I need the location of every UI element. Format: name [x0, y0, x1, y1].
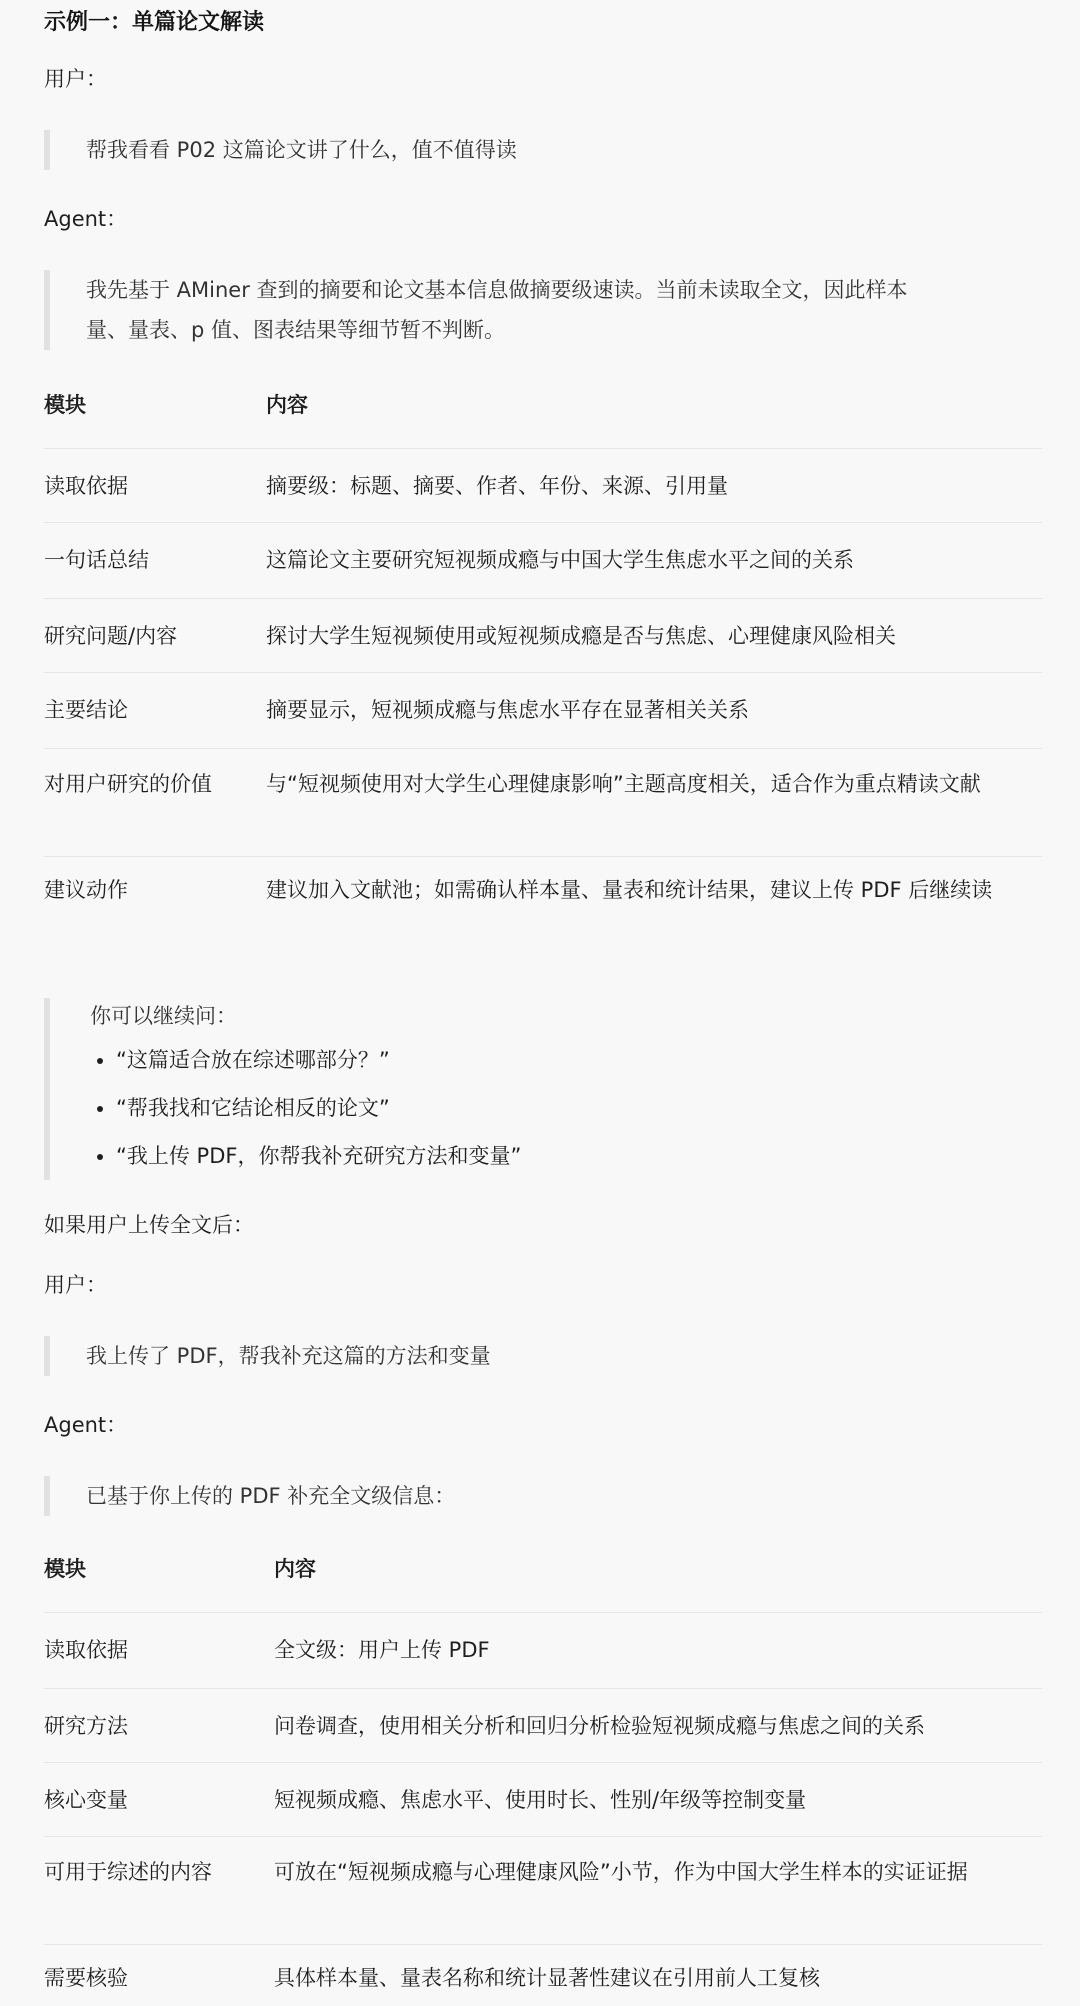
row-content: 与“短视频使用对大学生心理健康影响”主题高度相关，适合作为重点精读文献: [266, 771, 981, 796]
followup-suggestions: [44, 998, 1042, 1180]
table-row: [44, 1612, 1042, 1688]
table-row: [44, 748, 1042, 856]
row-content: 建议加入文献池；如需确认样本量、量表和统计结果，建议上传 PDF 后继续读: [266, 877, 993, 902]
upload-heading: 如果用户上传全文后：: [44, 1213, 254, 1237]
column-header-content: 内容: [274, 1557, 316, 1581]
row-module: 读取依据: [44, 473, 128, 498]
table-row: [44, 1836, 1042, 1944]
row-content: 短视频成瘾、焦虑水平、使用时长、性别/年级等控制变量: [274, 1787, 807, 1812]
table-row: [44, 1762, 1042, 1836]
section-title: 示例一：单篇论文解读: [44, 10, 265, 35]
user-label: 用户：: [44, 67, 107, 91]
table-row: [44, 598, 1042, 672]
row-module: 研究方法: [44, 1713, 128, 1738]
row-module: 主要结论: [44, 697, 128, 722]
user-query-quote: [44, 130, 1042, 170]
user-query-text: 帮我看看 P02 这篇论文讲了什么，值不值得读: [86, 138, 517, 162]
followup-item[interactable]: • “这篇适合放在综述哪部分？”: [116, 1040, 1042, 1080]
row-module: 核心变量: [44, 1787, 128, 1812]
user-label: 用户：: [44, 1273, 107, 1297]
row-module: 对用户研究的价值: [44, 771, 212, 796]
agent-intro-quote: [44, 270, 1042, 350]
row-module: 研究问题/内容: [44, 623, 178, 648]
row-module: 读取依据: [44, 1637, 128, 1662]
followup-item[interactable]: • “我上传 PDF，你帮我补充研究方法和变量”: [116, 1136, 1042, 1176]
row-module: 需要核验: [44, 1965, 128, 1990]
table-row: [44, 856, 1042, 954]
table-row: [44, 1944, 1042, 2004]
column-header-module: 模块: [44, 1557, 86, 1581]
agent-label: Agent：: [44, 207, 128, 231]
user-query-quote: [44, 1336, 1042, 1376]
row-module: 一句话总结: [44, 547, 149, 572]
followup-item[interactable]: • “帮我找和它结论相反的论文”: [116, 1088, 1042, 1128]
agent-label: Agent：: [44, 1413, 128, 1437]
row-content: 全文级：用户上传 PDF: [274, 1637, 490, 1662]
table-row: [44, 1688, 1042, 1762]
row-content: 摘要级：标题、摘要、作者、年份、来源、引用量: [266, 473, 728, 498]
table-row: [44, 522, 1042, 598]
row-content: 可放在“短视频成瘾与心理健康风险”小节，作为中国大学生样本的实证证据: [274, 1859, 968, 1884]
row-content: 这篇论文主要研究短视频成瘾与中国大学生焦虑水平之间的关系: [266, 547, 854, 572]
table-header-row: [44, 1550, 1042, 1612]
followup-list: [90, 1040, 1042, 1176]
fulltext-table: [44, 1550, 1042, 2004]
followup-title: 你可以继续问：: [90, 1004, 237, 1028]
table-row: [44, 448, 1042, 522]
row-content: 问卷调查，使用相关分析和回归分析检验短视频成瘾与焦虑之间的关系: [274, 1713, 925, 1738]
agent-reply-quote: [44, 1476, 1042, 1516]
row-module: 建议动作: [44, 877, 128, 902]
table-header-row: [44, 386, 1042, 448]
table-row: [44, 672, 1042, 748]
user-query-text: 我上传了 PDF，帮我补充这篇的方法和变量: [86, 1344, 491, 1368]
row-content: 具体样本量、量表名称和统计显著性建议在引用前人工复核: [274, 1965, 820, 1990]
column-header-module: 模块: [44, 393, 86, 417]
row-module: 可用于综述的内容: [44, 1859, 212, 1884]
column-header-content: 内容: [266, 393, 308, 417]
agent-intro-line-2: 量、量表、p 值、图表结果等细节暂不判断。: [86, 318, 506, 342]
row-content: 探讨大学生短视频使用或短视频成瘾是否与焦虑、心理健康风险相关: [266, 623, 896, 648]
summary-table: [44, 386, 1042, 954]
row-content: 摘要显示，短视频成瘾与焦虑水平存在显著相关关系: [266, 697, 749, 722]
agent-reply-text: 已基于你上传的 PDF 补充全文级信息：: [86, 1484, 456, 1508]
agent-intro-line-1: 我先基于 AMiner 查到的摘要和论文基本信息做摘要级速读。当前未读取全文，因此样本: [86, 278, 908, 302]
